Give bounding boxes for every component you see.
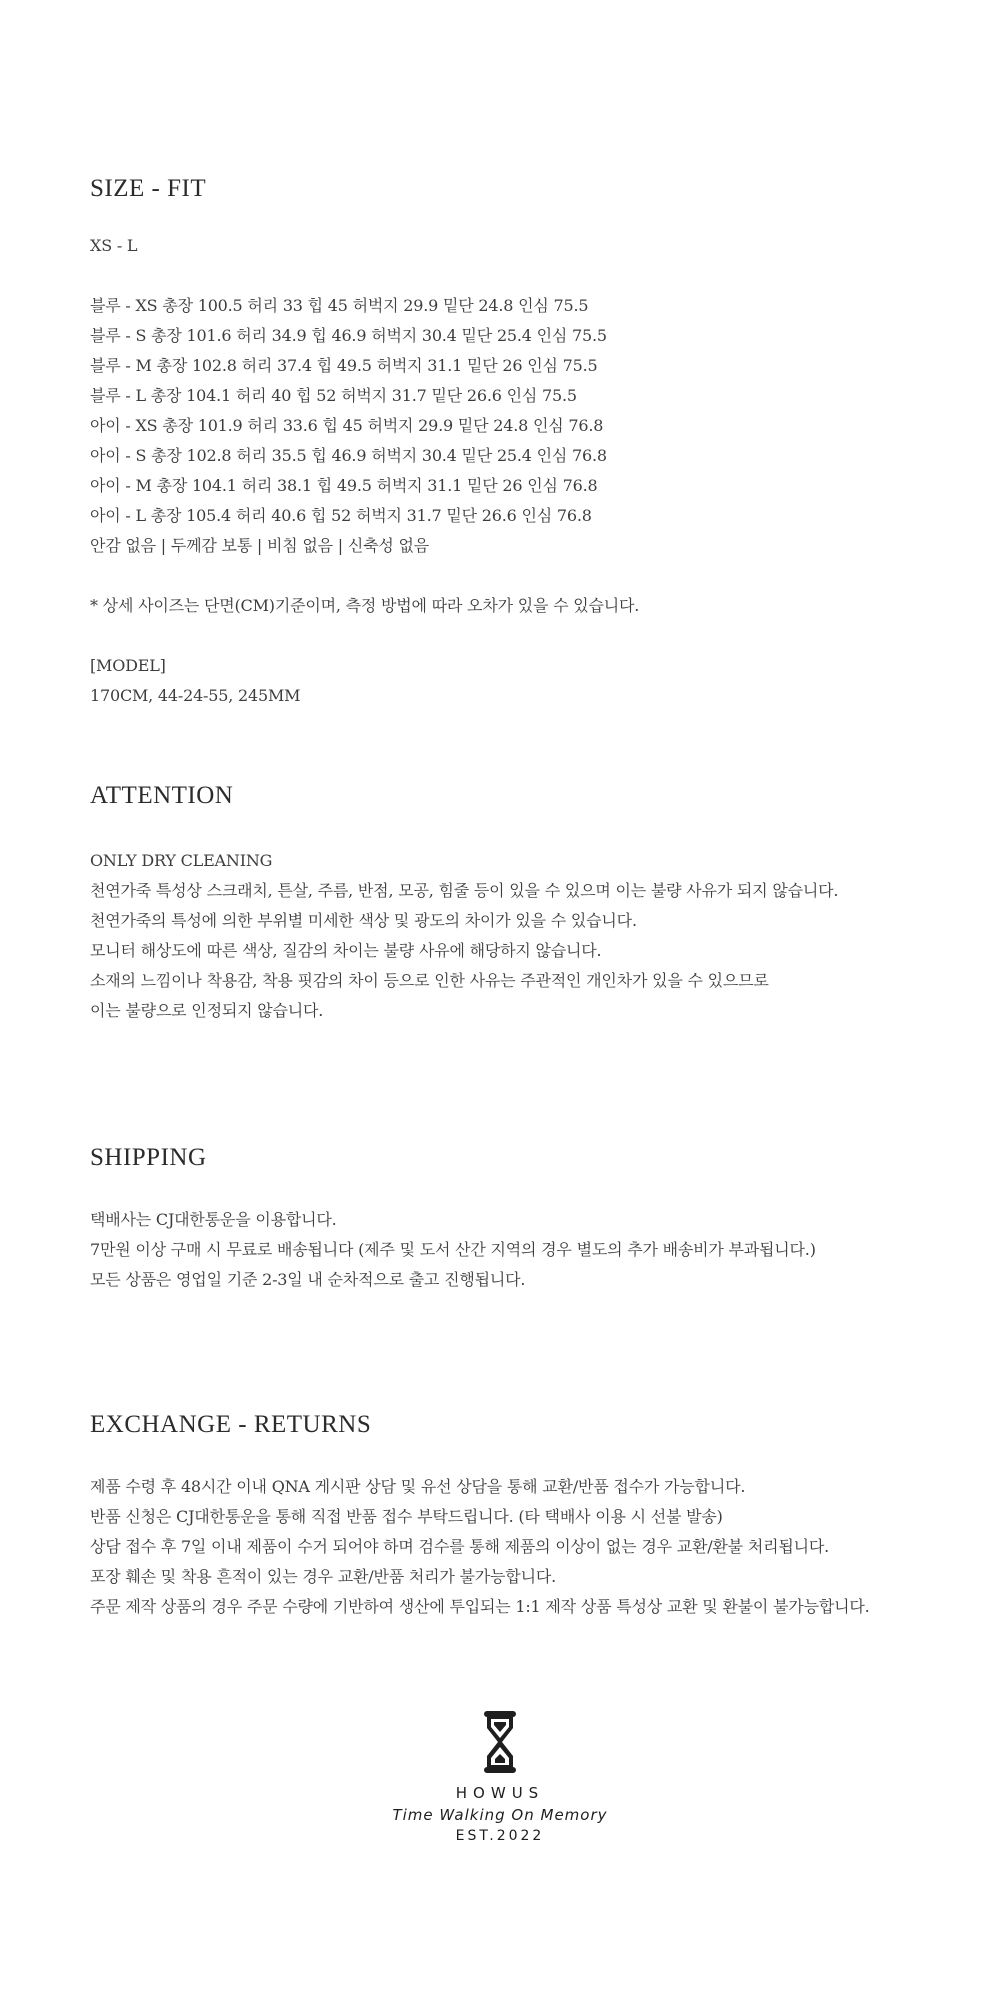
size-row: 블루 - M 총장 102.8 허리 37.4 힙 49.5 허벅지 31.1 밑단 26 인심 75.5: [90, 356, 598, 375]
exchange-line: 반품 신청은 CJ대한통운을 통해 직접 반품 접수 부탁드립니다. (타 택배사 이용 시 선불 발송): [90, 1507, 723, 1526]
size-fit-title: SIZE - FIT: [90, 175, 207, 202]
attention-body: [90, 846, 950, 1026]
hourglass-icon: [483, 1710, 517, 1774]
attention-line: 천연가죽 특성상 스크래치, 튼살, 주름, 반점, 모공, 힘줄 등이 있을 수 있으며 이는 불량 사유가 되지 않습니다.: [90, 881, 839, 900]
shipping-body: [90, 1205, 950, 1295]
size-row: 블루 - L 총장 104.1 허리 40 힙 52 허벅지 31.7 밑단 26.6 인심 75.5: [90, 386, 577, 405]
size-row: 아이 - L 총장 105.4 허리 40.6 힙 52 허벅지 31.7 밑단 26.6 인심 76.8: [90, 506, 592, 525]
exchange-body: [90, 1472, 950, 1622]
shipping-title: SHIPPING: [90, 1144, 207, 1171]
size-row: 아이 - M 총장 104.1 허리 38.1 힙 49.5 허벅지 31.1 밑단 26 인심 76.8: [90, 476, 598, 495]
attention-line: 천연가죽의 특성에 의한 부위별 미세한 색상 및 광도의 차이가 있을 수 있습니다.: [90, 911, 637, 930]
model-info: 170CM, 44-24-55, 245MM: [90, 686, 301, 705]
exchange-line: 상담 접수 후 7일 이내 제품이 수거 되어야 하며 검수를 통해 제품의 이상이 없는 경우 교환/환불 처리됩니다.: [90, 1537, 829, 1556]
exchange-returns-title: EXCHANGE - RETURNS: [90, 1411, 372, 1438]
attention-line: 소재의 느낌이나 착용감, 착용 핏감의 차이 등으로 인한 사유는 주관적인 개인차가 있을 수 있으므로: [90, 971, 769, 990]
size-row: 블루 - XS 총장 100.5 허리 33 힙 45 허벅지 29.9 밑단 24.8 인심 75.5: [90, 296, 589, 315]
exchange-line: 주문 제작 상품의 경우 주문 수량에 기반하여 생산에 투입되는 1:1 제작 상품 특성상 교환 및 환불이 불가능합니다.: [90, 1597, 870, 1616]
fabric-info: 안감 없음 | 두께감 보통 | 비침 없음 | 신축성 없음: [90, 536, 430, 555]
brand-name: HOWUS: [455, 1784, 545, 1802]
brand-tagline: Time Walking On Memory: [392, 1806, 608, 1824]
attention-line: 모니터 해상도에 따른 색상, 질감의 차이는 불량 사유에 해당하지 않습니다.: [90, 941, 602, 960]
shipping-line: 택배사는 CJ대한통운을 이용합니다.: [90, 1210, 337, 1229]
shipping-section: [90, 1144, 950, 1295]
exchange-line: 포장 훼손 및 착용 흔적이 있는 경우 교환/반품 처리가 불가능합니다.: [90, 1567, 556, 1586]
brand-logo: [0, 1710, 1000, 1844]
attention-title: ATTENTION: [90, 782, 234, 809]
attention-line: ONLY DRY CLEANING: [90, 851, 273, 870]
size-fit-section: [90, 175, 950, 711]
attention-section: [90, 782, 950, 1026]
shipping-line: 모든 상품은 영업일 기준 2-3일 내 순차적으로 출고 진행됩니다.: [90, 1270, 526, 1289]
exchange-returns-section: [90, 1411, 950, 1622]
size-row: 아이 - S 총장 102.8 허리 35.5 힙 46.9 허벅지 30.4 밑단 25.4 인심 76.8: [90, 446, 607, 465]
brand-est: EST.2022: [455, 1828, 545, 1844]
size-row: 아이 - XS 총장 101.9 허리 33.6 힙 45 허벅지 29.9 밑단 24.8 인심 76.8: [90, 416, 604, 435]
attention-line: 이는 불량으로 인정되지 않습니다.: [90, 1001, 324, 1020]
model-label: [MODEL]: [90, 656, 166, 675]
size-fit-body: [90, 231, 950, 711]
exchange-line: 제품 수령 후 48시간 이내 QNA 게시판 상담 및 유선 상담을 통해 교환/반품 접수가 가능합니다.: [90, 1477, 746, 1496]
size-note: * 상세 사이즈는 단면(CM)기준이며, 측정 방법에 따라 오차가 있을 수 있습니다.: [90, 596, 640, 615]
shipping-line: 7만원 이상 구매 시 무료로 배송됩니다 (제주 및 도서 산간 지역의 경우 별도의 추가 배송비가 부과됩니다.): [90, 1240, 816, 1259]
size-range: XS - L: [90, 236, 138, 255]
size-row: 블루 - S 총장 101.6 허리 34.9 힙 46.9 허벅지 30.4 밑단 25.4 인심 75.5: [90, 326, 607, 345]
